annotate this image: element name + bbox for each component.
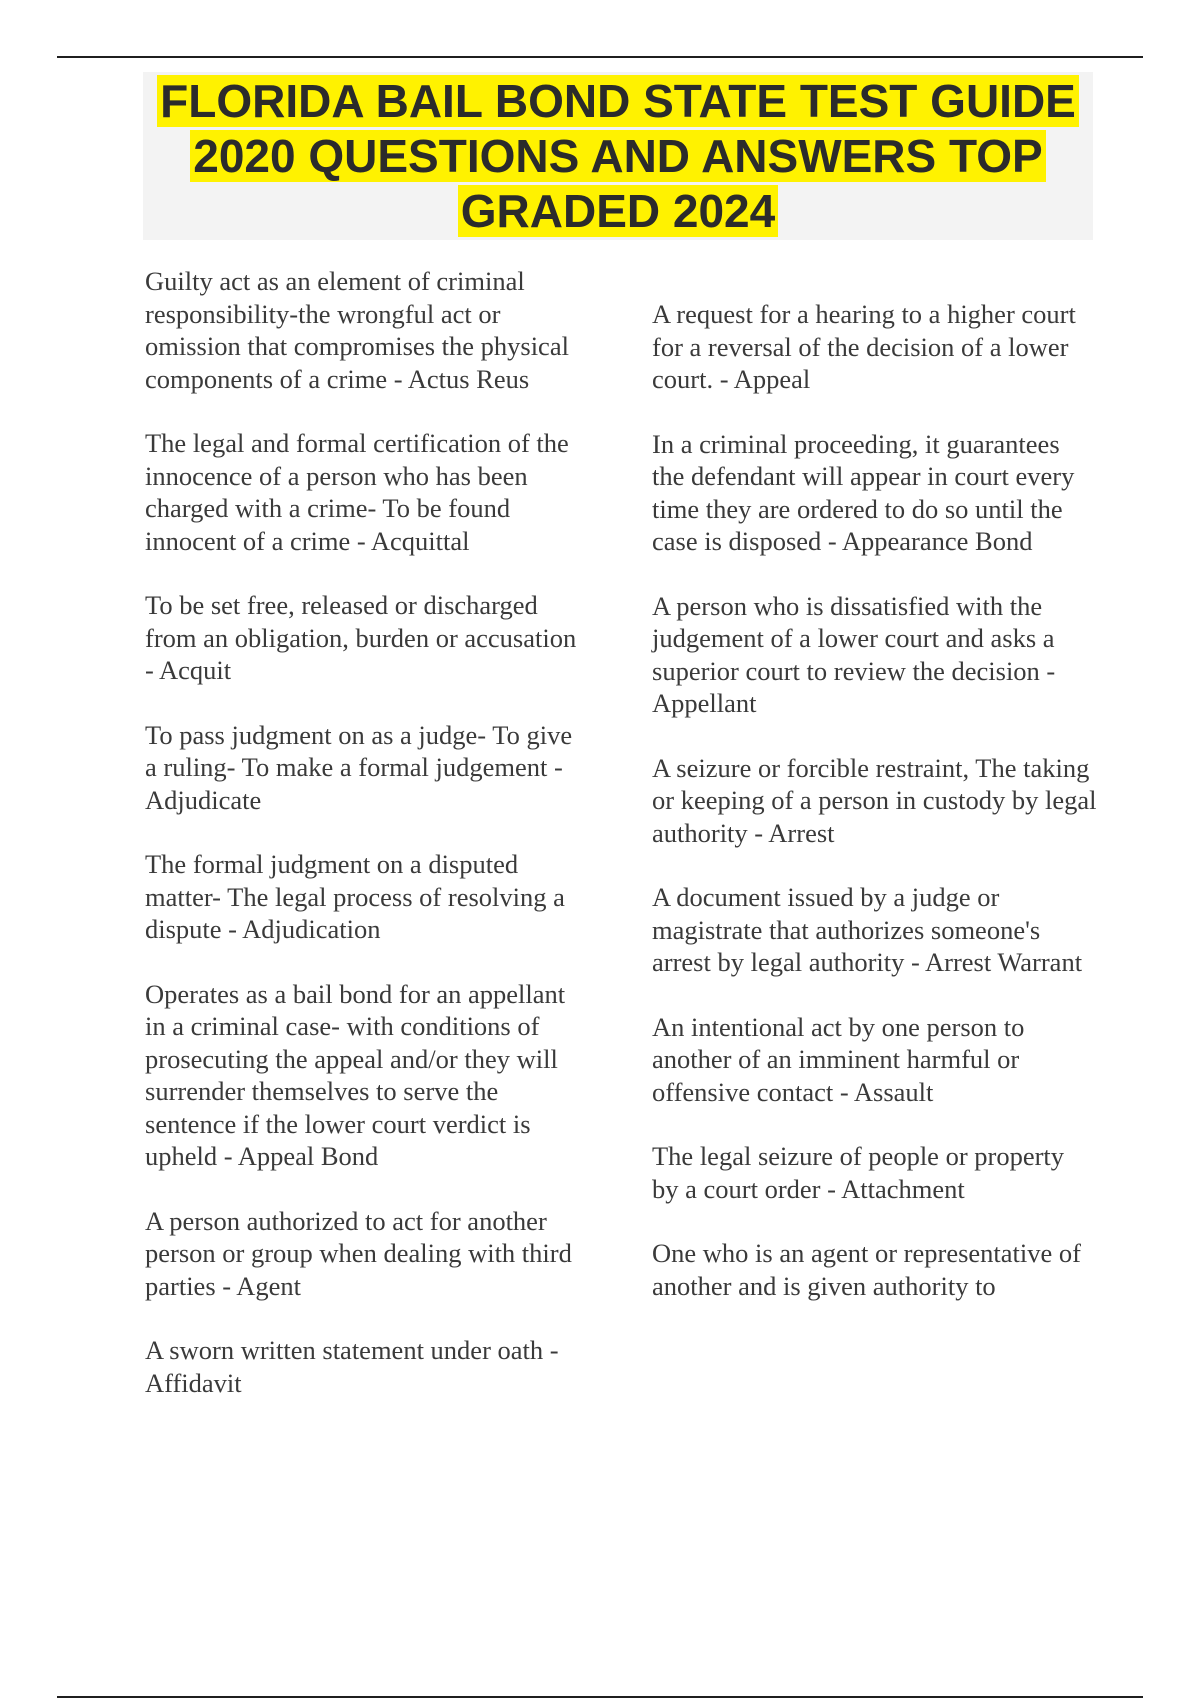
document-title-text: FLORIDA BAIL BOND STATE TEST GUIDE 2020 QUESTIONS AND ANSWERS TOP GRADED 2024 bbox=[157, 75, 1079, 237]
qa-entry: Guilty act as an element of criminal responsibility-the wrongful act or omission that compromises the physical components of a crime - Actus Reus bbox=[145, 266, 569, 394]
qa-entry: To be set free, released or discharged from an obligation, burden or accusation - Acquit bbox=[145, 590, 577, 685]
qa-entry: A request for a hearing to a higher court for a reversal of the decision of a lower court. - Appeal bbox=[652, 299, 1076, 394]
qa-entry: The formal judgment on a disputed matter- The legal process of resolving a dispute - Adjudication bbox=[145, 849, 565, 944]
bottom-rule bbox=[57, 1696, 1143, 1698]
qa-entry: The legal and formal certification of the innocence of a person who has been charged with a crime- To be found innocent of a crime - Acquittal bbox=[145, 428, 569, 556]
left-column bbox=[145, 265, 590, 1431]
qa-entry: A document issued by a judge or magistrate that authorizes someone's arrest by legal authority - Arrest Warrant bbox=[652, 882, 1083, 977]
qa-entry: Operates as a bail bond for an appellant in a criminal case- with conditions of prosecuting the appeal and/or they will surrender themselves to serve the sentence if the lower court verdict is upheld - Appeal Bond bbox=[145, 978, 566, 1171]
qa-entry: In a criminal proceeding, it guarantees the defendant will appear in court every time they are ordered to do so until the case is disposed - Appearance Bond bbox=[652, 428, 1075, 556]
right-column bbox=[652, 298, 1097, 1334]
qa-entry: One who is an agent or representative of another and is given authority to bbox=[652, 1238, 1081, 1301]
qa-entry: An intentional act by one person to another of an imminent harmful or offensive contact - Assault bbox=[652, 1011, 1025, 1107]
document-title bbox=[143, 74, 1093, 239]
qa-entry: A seizure or forcible restraint, The taking or keeping of a person in custody by legal authority - Arrest bbox=[652, 752, 1097, 848]
qa-entry: A person who is dissatisfied with the judgement of a lower court and asks a superior court to review the decision - Appellant bbox=[652, 590, 1056, 718]
top-rule bbox=[57, 56, 1143, 58]
qa-entry: A person authorized to act for another person or group when dealing with third parties - Agent bbox=[145, 1205, 572, 1301]
qa-entry: The legal seizure of people or property by a court order - Attachment bbox=[652, 1141, 1065, 1204]
title-banner bbox=[143, 72, 1093, 240]
qa-entry: A sworn written statement under oath - Affidavit bbox=[145, 1335, 559, 1398]
qa-entry: To pass judgment on as a judge- To give a ruling- To make a formal judgement - Adjudicate bbox=[145, 719, 573, 815]
